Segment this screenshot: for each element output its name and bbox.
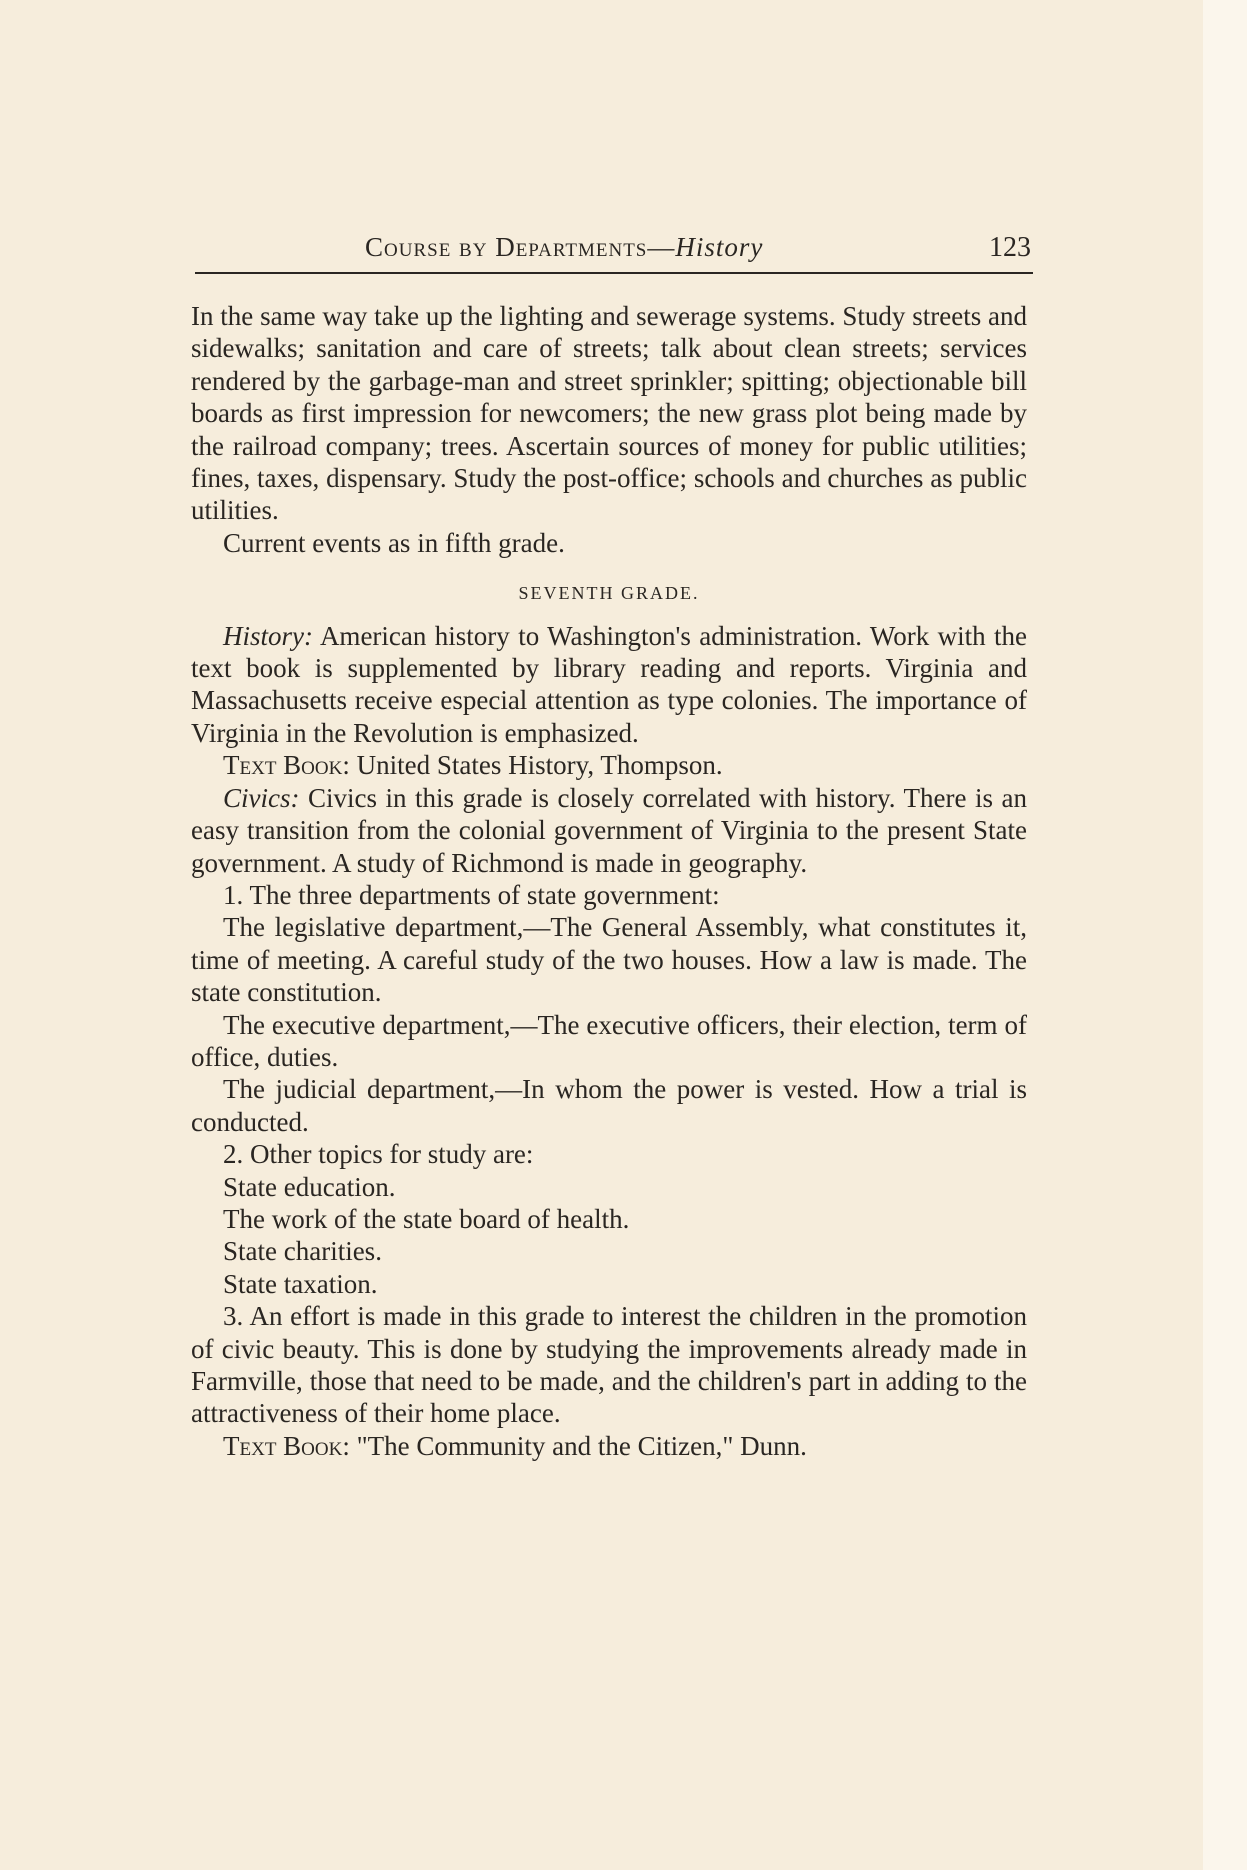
history-label: History: <box>223 620 313 651</box>
current-events: Current events as in fifth grade. <box>223 527 565 558</box>
text-book-title-2: "The Community and the Citizen," Dunn. <box>356 1430 807 1461</box>
item-2: 2. Other topics for study are: <box>223 1139 534 1170</box>
civics-label: Civics: <box>223 782 300 813</box>
running-head-course: Course by Departments <box>365 232 648 262</box>
history-text: American history to Washington's administration. Work with the text book is supplemented by library reading and reports. Virginia and Massachusetts receive especial attention as type colonies. The importance of Virginia in the Revolution is emphasized. <box>191 620 1028 748</box>
topic-item: State education. <box>223 1171 396 1202</box>
executive-paragraph: The executive department,—The executive officers, their election, term of office, duties. <box>191 1009 1027 1072</box>
text-book-label-2: Text Book: <box>223 1430 350 1461</box>
topic-item: State charities. <box>223 1236 382 1267</box>
history-paragraph <box>191 620 1027 750</box>
item-1: 1. The three departments of state government: <box>223 879 720 910</box>
running-head-title <box>365 232 763 263</box>
text-book-line-2 <box>191 1430 1027 1462</box>
civics-paragraph <box>191 782 1027 879</box>
topic-item: The work of the state board of health. <box>223 1203 630 1234</box>
intro-paragraph: In the same way take up the lighting and sewerage systems. Study streets and sidewalks; sanitation and care of streets; talk about clean streets; services rendered by the garbage-man and street sprinkler; spitting; objectionable bill boards as first impression for newcomers; the new grass plot being made by the railroad company; trees. Ascertain sources of money for public utilities; fines, taxes, dispensary. Study the post-office; schools and churches as public utilities. <box>191 301 1027 526</box>
page-number: 123 <box>989 232 1031 263</box>
topic-item: State taxation. <box>223 1268 378 1299</box>
seventh-grade-heading: SEVENTH GRADE. <box>518 583 700 604</box>
text-book-title-1: United States History, Thompson. <box>356 750 723 781</box>
text-book-label-1: Text Book: <box>223 750 350 781</box>
page-body <box>191 300 1027 1462</box>
judicial-paragraph: The judicial department,—In whom the power is vested. How a trial is conducted. <box>191 1074 1027 1137</box>
legislative-paragraph: The legislative department,—The General Assembly, what constitutes it, time of meeting. A careful study of the two houses. How a law is made. The state constitution. <box>191 912 1027 1008</box>
running-head-dash: — <box>647 232 676 262</box>
running-head-subject: History <box>675 232 764 262</box>
item-3: 3. An effort is made in this grade to interest the children in the promotion of civic beauty. This is done by studying the improvements already made in Farmville, those that need to be made, and the children's part in adding to the attractiveness of their home place. <box>191 1301 1027 1429</box>
text-book-line-1 <box>191 749 1027 781</box>
page-edge <box>1203 0 1247 1870</box>
civics-text: Civics in this grade is closely correlated with history. There is an easy transition from the colonial government of Virginia to the present State government. A study of Richmond is made in geography. <box>191 782 1027 878</box>
running-head <box>195 232 1033 274</box>
